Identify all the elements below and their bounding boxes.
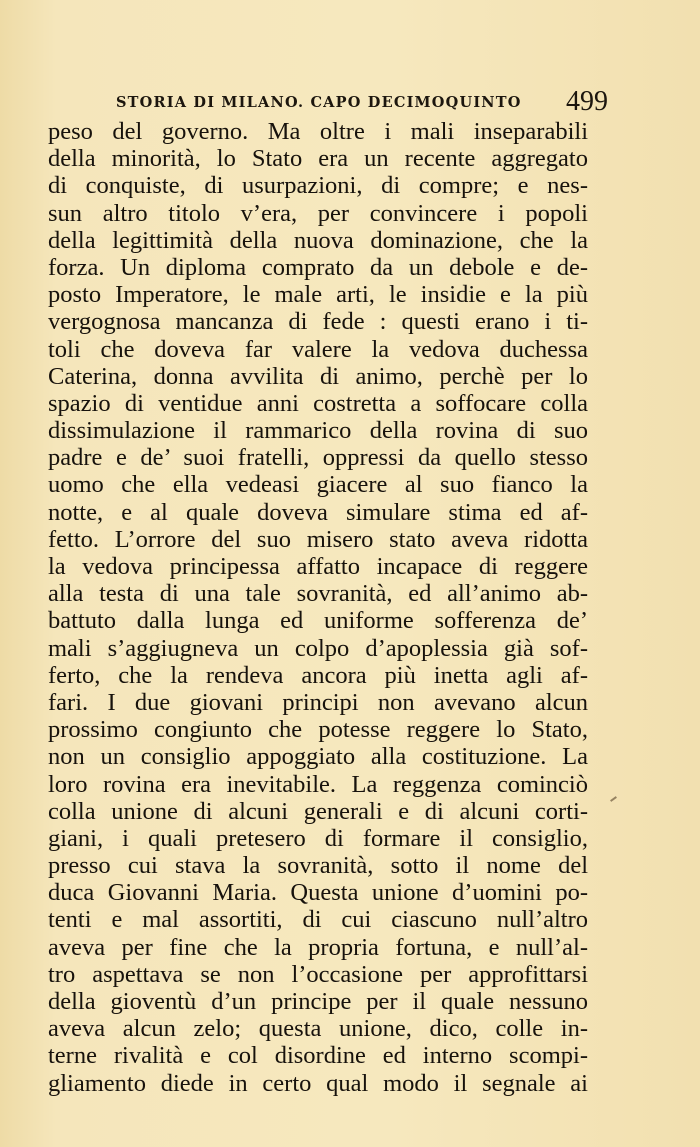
text-line: peso del governo. Ma oltre i mali inseparabili	[48, 118, 588, 145]
text-line: alla testa di una tale sovranità, ed all’animo ab-	[48, 580, 588, 608]
text-line: loro rovina era inevitabile. La reggenza cominciò	[48, 770, 588, 798]
text-line: fetto. L’orrore del suo misero stato aveva ridotta	[48, 525, 588, 553]
text-line: posto Imperatore, le male arti, le insidie e la più	[48, 281, 588, 309]
text-line: toli che doveva far valere la vedova duchessa	[48, 335, 588, 363]
text-line: aveva alcun zelo; questa unione, dico, colle in-	[48, 1015, 588, 1043]
text-line: tro aspettava se non l’occasione per approfittarsi	[48, 960, 588, 988]
text-line: aveva per fine che la propria fortuna, e null’al-	[48, 933, 588, 961]
text-line: spazio di ventidue anni costretta a soffocare colla	[48, 389, 588, 417]
text-line: della gioventù d’un principe per il quale nessuno	[48, 988, 588, 1015]
text-line: ferto, che la rendeva ancora più inetta agli af-	[48, 661, 588, 689]
text-line: vergognosa mancanza di fede : questi erano i ti-	[48, 308, 588, 336]
text-line: dissimulazione il rammarico della rovina di suo	[48, 417, 588, 445]
text-line: sun altro titolo v’era, per convincere i popoli	[48, 199, 588, 227]
text-line: presso cui stava la sovranità, sotto il nome del	[48, 852, 588, 880]
margin-mark	[610, 796, 617, 802]
text-line: padre e de’ suoi fratelli, oppressi da quello stesso	[48, 444, 588, 472]
text-line: giani, i quali pretesero di formare il consiglio,	[48, 824, 588, 852]
text-line: Caterina, donna avvilita di animo, perchè per lo	[48, 362, 588, 390]
text-line: colla unione di alcuni generali e di alcuni corti-	[48, 797, 588, 825]
text-line: terne rivalità e col disordine ed interno scompi-	[48, 1042, 588, 1070]
page-number: 499	[566, 86, 608, 117]
text-line: fari. I due giovani principi non avevano alcun	[48, 688, 588, 716]
running-head: STORIA DI MILANO. CAPO DECIMOQUINTO	[116, 94, 522, 111]
text-line: tenti e mal assortiti, di cui ciascuno null’altro	[48, 906, 588, 934]
text-line: della legittimità della nuova dominazione, che la	[48, 226, 588, 254]
text-line: battuto dalla lunga ed uniforme sofferenza de’	[48, 607, 588, 635]
text-line: forza. Un diploma comprato da un debole e de-	[48, 253, 588, 281]
text-line: uomo che ella vedeasi giacere al suo fianco la	[48, 471, 588, 499]
text-line: gliamento diede in certo qual modo il segnale ai	[48, 1069, 588, 1097]
text-line: notte, e al quale doveva simulare stima ed af-	[48, 498, 588, 526]
page-header	[48, 88, 608, 118]
body-text	[48, 118, 588, 1097]
text-line: prossimo congiunto che potesse reggere lo Stato,	[48, 716, 588, 744]
text-line: mali s’aggiugneva un colpo d’apoplessia già sof-	[48, 634, 588, 662]
text-line: la vedova principessa affatto incapace di reggere	[48, 553, 588, 580]
text-line: della minorità, lo Stato era un recente aggregato	[48, 145, 588, 173]
text-line: non un consiglio appoggiato alla costituzione. La	[48, 743, 588, 771]
text-line: di conquiste, di usurpazioni, di compre; e nes-	[48, 172, 588, 200]
text-line: duca Giovanni Maria. Questa unione d’uomini po-	[48, 879, 588, 907]
